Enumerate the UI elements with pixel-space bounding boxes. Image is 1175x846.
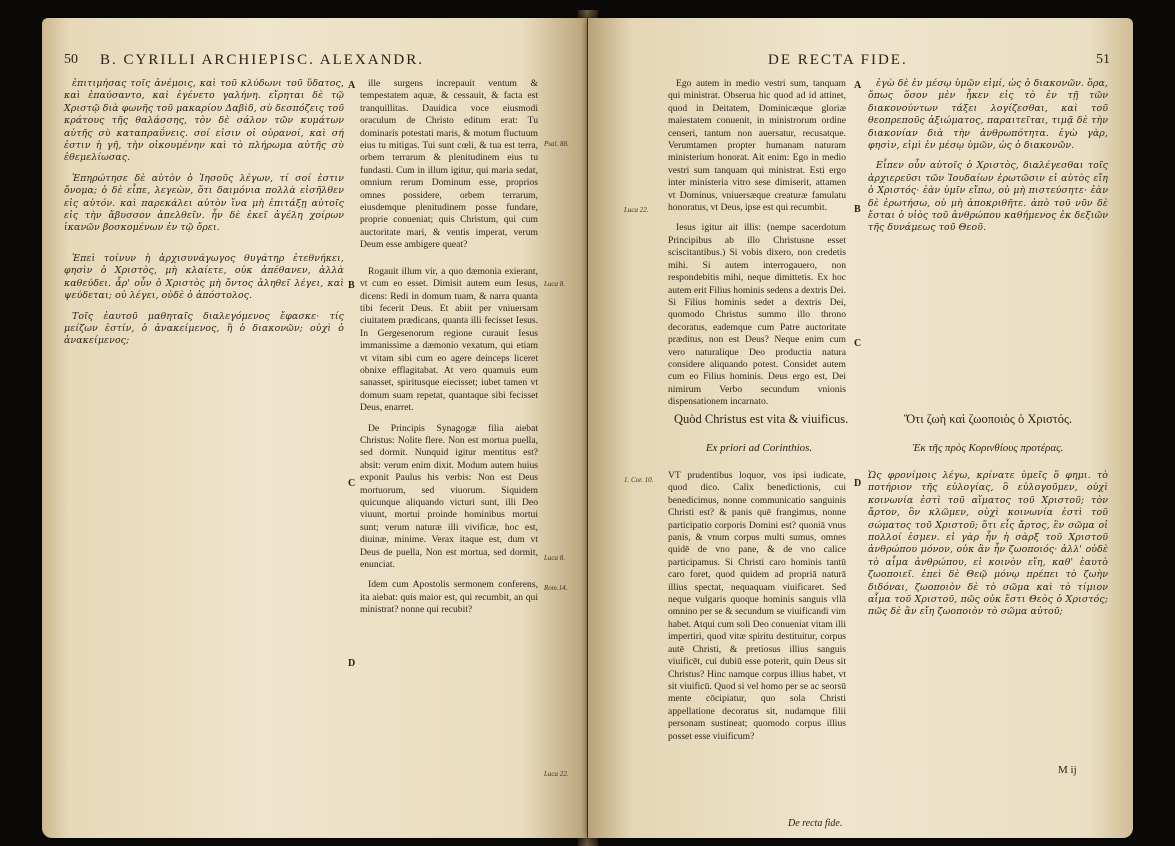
section-letter: C: [854, 338, 862, 349]
right-greek-column-top: [868, 78, 1108, 398]
greek-paragraph: Εἶπεν οὖν αὐτοῖς ὁ Χριστὸς, διαλέγεσθαι τοῖς ἀρχιερεῦσι τῶν Ἰουδαίων ἐρωτῶσιν εἰ αὐτὸς εἴη ὁ Χριστός· ἐὰν ὑμῖν εἴπω, οὐ μὴ πιστεύσητε· ἐὰν δὲ ἐρωτήσω, οὐ μὴ ἀποκριθῆτε. ἀπὸ τοῦ νῦν δὲ ἔσται ὁ υἱὸς τοῦ ἀνθρώπου καθήμενος ἐκ δεξιῶν τῆς δυνάμεως τοῦ Θεοῦ.: [868, 160, 1108, 234]
latin-paragraph: De Principis Synagogæ filia aiebat Christus: Nolite flere. Non est mortua puella, sed dormit. Nunquid igitur mentitus est? absit: verum enim dixit. Modum autem huius exponit Paulus his verbis: Non est Deus mortuorum, sed viuorum. Siquidem quicunque aliquando victuri sunt, illi Deo viuunt, mortui proinde hominibus mortui sunt; verum naturæ illi vivificæ, hoc est, diuinæ, minime. Verax itaque est, dum vt Deus de puella, Non est mortua, sed dormit, enunciat.: [360, 422, 538, 571]
greek-paragraph: ἐγὼ δὲ ἐν μέσῳ ὑμῶν εἰμί, ὡς ὁ διακονῶν. ὅρα, ὅπως ὅσον μὲν ἧκεν εἰς τὸ ἐν τῇ τῶν διακονούντων τάξει λογίζεσθαι, καὶ τοῦ θεοπρεποῦς ἀξιώματος, παραιτεῖται, τιμᾷ δὲ τὴν διακονίαν διὰ τὴν ἀνθρωπότητα. ἐγὼ γὰρ, φησὶν, εἰμὶ ἐν μέσῳ ὑμῶν, ὡς ὁ διακονῶν.: [868, 78, 1108, 152]
signature-mark: M ij: [1058, 764, 1077, 776]
right-greek-column-bottom: [868, 470, 1108, 750]
margin-note: Luca 8.: [544, 554, 565, 562]
section-letter: B: [854, 204, 861, 215]
right-page: [588, 18, 1133, 838]
margin-note: Psal. 88.: [544, 140, 569, 148]
margin-note: Luca 22.: [624, 206, 649, 214]
margin-note: Luca 22.: [544, 770, 569, 778]
subheading-greek: Ἐκ τῆς πρὸς Κορινθίους προτέρας.: [912, 442, 1064, 454]
catchword: De recta fide.: [788, 818, 843, 829]
right-running-head: DE RECTA FIDE.: [768, 52, 908, 68]
margin-note: 1. Cor. 10.: [624, 476, 654, 484]
greek-paragraph: Τοῖς ἑαυτοῦ μαθηταῖς διαλεγόμενος ἔφασκε· τίς μείζων ἐστίν, ὁ ἀνακείμενος, ἢ ὁ διακονῶν; οὐχὶ ὁ ἀνακείμενος;: [64, 310, 344, 347]
chapter-heading-latin: Quòd Christus est vita & viuificus.: [674, 412, 849, 426]
greek-paragraph: Ἐπηρώτησε δὲ αὐτὸν ὁ Ἰησοῦς λέγων, τί σοί ἐστιν ὄνομα; ὁ δὲ εἶπε, λεγεὼν, ὅτι δαιμόνια πολλὰ εἰσῆλθεν εἰς αὐτόν. καὶ παρεκάλει αὐτὸν ἵνα μὴ ἐπιτάξῃ αὐτοῖς εἰς τὴν ἄβυσσον ἀπελθεῖν. ἦν δὲ ἐκεῖ ἀγέλη χοίρων ἱκανῶν βοσκομένων ἐν τῷ ὄρει.: [64, 172, 344, 234]
chapter-heading-greek: Ὅτι ζωὴ καὶ ζωοποιὸς ὁ Χριστός.: [903, 412, 1073, 426]
subheading-latin: Ex priori ad Corinthios.: [705, 442, 813, 454]
right-folio: 51: [1096, 52, 1110, 67]
left-page: [42, 18, 587, 838]
section-letter: D: [348, 658, 356, 669]
latin-paragraph: Idem cum Apostolis sermonem conferens, ita aiebat: quis maior est, qui recumbit, an qui ministrat? nonne qui recubit?: [360, 579, 538, 616]
right-latin-column-top: [668, 78, 846, 408]
section-letter: C: [348, 478, 356, 489]
latin-paragraph: ille surgens increpauit ventum & tempestatem aquæ, & cessauit, & facta est tranquillitas. Dauidica voce eiusmodi oraculum de Christo editum erat: Tu dominaris potestati maris, & motum fluctuum eius tu mitigas. Tui sunt cœli, & tua est terra, orbem terrarum & plenitudinem eius tu fundasti. Cum in illum igitur, qui maria sedat, omnium rerum Dominum esse, proprios omnes possidere, orbem terrarum, eiusdemque plenitudinem posse fundare, proprie conueniat; quis Christum, qui cum auctoritate mari, & ventis imperat, verum Deum esse ambigere queat?: [360, 78, 538, 251]
section-letter: B: [348, 280, 355, 291]
left-latin-column: [360, 78, 538, 828]
section-letter: A: [348, 80, 356, 91]
latin-paragraph: VT prudentibus loquor, vos ipsi iudicate, quod dico. Calix benedictionis, cui benedicimus, nonne communicatio sanguinis Christi est? & panis quē frangimus, nonne participatio corporis Domini est? quoniā vnus panis, & vnum corpus multi sumus, omnes quidē de vno pane, & de vno calice participamus. Si Christi caro hominis tantū caro foret, quod quidem ad propriā naturā illius spectat, nequaquam viuificaret. Sed neque vulgaris quoque hominis sanguis vllā omnino per se & secundum se viuificandi vim habet. Atqui cum soli Deo conueniat vitam illi impertiri, quod vitæ spiritu destituitur, corpus autē Christi, & pretiosus illius sanguis viuificēt, cui dubiū esse poterit, quin Deus sit Christus? Hinc namque corpus illius habet, vt sit viuificū. Quod si vel homo per se ac seorsū mente cōcipiatur, quo sola Christi appellatione decoratus sit, nudamque filii personam sustineat; quomodo corpus illius posset esse viuificum?: [668, 470, 846, 742]
section-letter: D: [854, 478, 862, 489]
latin-paragraph: Ego autem in medio vestri sum, tanquam qui ministrat. Obserua hic quod ad id attinet, quod in Deitatem, Dominicæque gloriæ maiestatem conuenit, in ministrorum ordine censeri, tantum non auersatur, recusatque. Verumtamen propter humanam naturam ministerium honorat. Ait enim: Ego in medio vestri sum tanquam qui ministrat. Esti ergo inter ministeria vitro sese dimiserit, attamen vt Dominus, vniuersæque creaturæ famulatu honoratus, vt Deus, ipse est qui recumbit.: [668, 78, 846, 214]
margin-note: Rom.14.: [544, 584, 568, 592]
greek-paragraph: Ὡς φρονίμοις λέγω, κρίνατε ὑμεῖς ὅ φημι. τὸ ποτήριον τῆς εὐλογίας, ὃ εὐλογοῦμεν, οὐχὶ κοινωνία ἐστὶ τοῦ αἵματος τοῦ Χριστοῦ; τὸν ἄρτον, ὃν κλῶμεν, οὐχὶ κοινωνία ἐστὶ τοῦ σώματος τοῦ Χριστοῦ; ὅτι εἷς ἄρτος, ἓν σῶμα οἱ πολλοί ἐσμεν. εἰ γὰρ ἦν ἡ σὰρξ τοῦ Χριστοῦ ἀνθρώπου μόνον, οὐκ ἂν ἦν ζωοποιός· ἀλλ' οὐδὲ τὸ αἷμα ἀνθρώπου, εἰ κοινὸν εἴη, καθ' ἑαυτὸ ζωοποιεῖ. ἐπεὶ δὲ Θεῷ μόνῳ πρέπει τὸ ζωὴν διδόναι, ζωοποιὸν δὲ τὸ σῶμα καὶ τὸ τίμιον αἷμα τοῦ Χριστοῦ, πῶς οὐκ ἔστι Θεὸς ὁ Χριστός; πῶς δὲ ἂν εἴη ζωοποιὸν τὸ σῶμα αὐτοῦ;: [868, 470, 1108, 618]
latin-paragraph: Iesus igitur ait illis: (nempe sacerdotum Principibus ab illo Christusne esset sciscitantibus.) Si vobis dixero, non credetis mihi. Si autem interrogauero, non respondebitis mihi, neque dimittetis. Ex hoc autem erit Filius hominis sedens a dextris Dei. Si Filius hominis sedet a dextris Dei, quomodo Christus summo illo throno decoratus, eademque cum Patre auctoritate præditus, non est Deus? Neque enim cum vero naturalique Deo productia natura considere aliquando potest. Considet autem cum eo Filius hominis. Deus ergo est, Dei nimirum Verbo secundum vnionis dispensationem incarnato.: [668, 222, 846, 408]
left-greek-column: [64, 78, 344, 828]
margin-note: Luca 8.: [544, 280, 565, 288]
greek-paragraph: Ἐπεὶ τοίνυν ἡ ἀρχισυνάγωγος θυγάτηρ ἐτεθνήκει, φησὶν ὁ Χριστὸς, μὴ κλαίετε, οὐκ ἀπέθανεν, ἀλλὰ καθεύδει. ἆρ' οὖν ὁ Χριστὸς μὴ ὄντος ἀληθεῖ λέγει, καὶ ψεύδεται; οὐ λέγει, οὐδὲ ὁ ἀπόστολος.: [64, 252, 344, 302]
right-latin-column-bottom: [668, 470, 846, 815]
left-folio: 50: [64, 52, 78, 67]
section-letter: A: [854, 80, 862, 91]
greek-paragraph: ἐπιτιμήσας τοῖς ἀνέμοις, καὶ τοῦ κλύδωνι τοῦ ὕδατος, καὶ ἐπαύσαντο, καὶ ἐγένετο γαλήνη. εἴρηται δὲ τῷ Χριστῷ διὰ φωνῆς τοῦ μακαρίου Δαβὶδ, σὺ δεσπόζεις τοῦ κράτους τῆς θαλάσσης, τὸν δὲ σάλον τῶν κυμάτων αὐτῆς σὺ καταπραΰνεις. σοί εἰσιν οἱ οὐρανοί, καὶ σή ἐστιν ἡ γῆ, τὴν οἰκουμένην καὶ τὸ πλήρωμα αὐτῆς σὺ ἐθεμελίωσας.: [64, 78, 344, 164]
left-running-head: B. CYRILLI ARCHIEPISC. ALEXANDR.: [100, 52, 425, 68]
latin-paragraph: Rogauit illum vir, a quo dæmonia exierant, vt cum eo esset. Dimisit autem eum Iesus, dicens: Redi in domum tuam, & narra quanta tibi fecerit Deus. Et abiit per vniuersam ciuitatem prædicans, quanta illi fecisset Iesus. In Gergesenorum regione curauit Iesus immanissime a dæmonio vexatum, qui etiam vt vitam sibi cum eo agere deinceps liceret obnixe efflagitabat. At vero quamuis eum sanasset, spiritusque eiecisset; iubet tamen vt domum suam repetat, quantaque sibi fecisset Deus, enarret.: [360, 265, 538, 414]
